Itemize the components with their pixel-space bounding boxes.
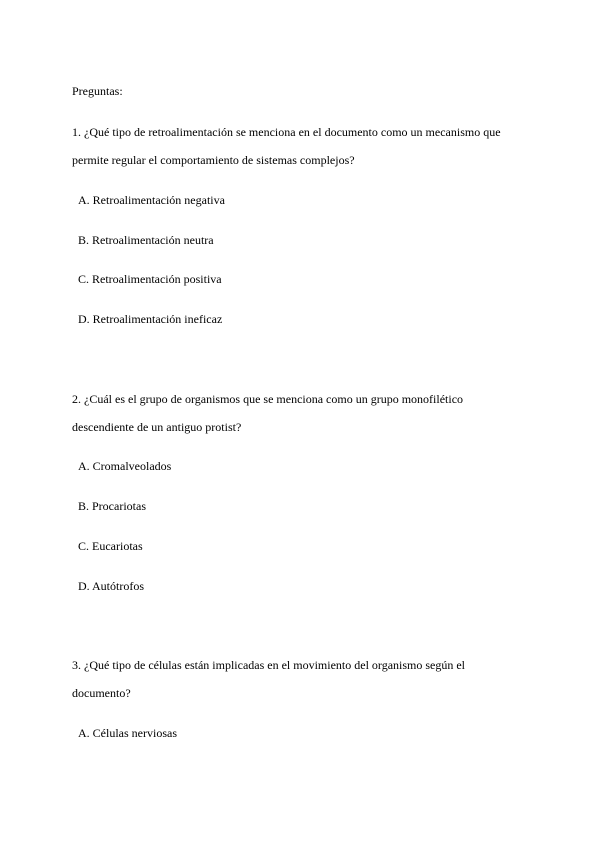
question-2-option-c: C. Eucariotas: [78, 539, 143, 553]
question-2-option-d: D. Autótrofos: [78, 579, 144, 593]
question-1-option-a: A. Retroalimentación negativa: [78, 193, 225, 207]
page-heading: Preguntas:: [72, 84, 123, 98]
question-2-line-1: 2. ¿Cuál es el grupo de organismos que se menciona como un grupo monofilético: [72, 392, 464, 406]
question-1-option-d: D. Retroalimentación ineficaz: [78, 312, 223, 326]
question-1-option-c: C. Retroalimentación positiva: [78, 272, 222, 286]
question-1-option-b: B. Retroalimentación neutra: [78, 233, 214, 247]
question-3-option-a: A. Células nerviosas: [78, 726, 177, 740]
question-2-option-b: B. Procariotas: [78, 499, 146, 513]
question-1-line-1: 1. ¿Qué tipo de retroalimentación se menciona en el documento como un mecanismo que: [72, 125, 501, 139]
question-1-line-2: permite regular el comportamiento de sistemas complejos?: [72, 153, 355, 167]
question-2-line-2: descendiente de un antiguo protist?: [72, 420, 242, 434]
question-2-option-a: A. Cromalveolados: [78, 459, 172, 473]
question-3-line-1: 3. ¿Qué tipo de células están implicadas en el movimiento del organismo según el: [72, 658, 466, 672]
question-3-line-2: documento?: [72, 686, 131, 700]
